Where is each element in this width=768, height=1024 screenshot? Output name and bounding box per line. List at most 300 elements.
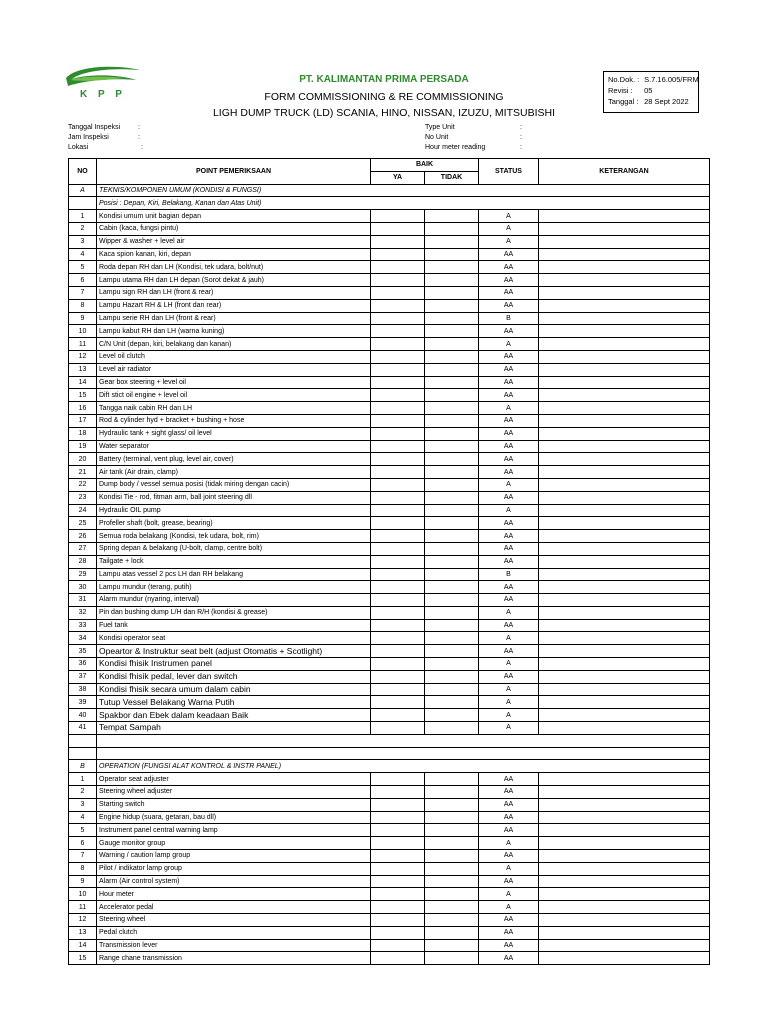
row-point: Starting switch bbox=[97, 798, 371, 811]
row-number: 1 bbox=[69, 210, 97, 223]
table-row bbox=[69, 786, 710, 799]
row-point: Lampu Hazart RH & LH (front dan rear) bbox=[97, 299, 371, 312]
checkbox-tidak[interactable] bbox=[425, 683, 479, 696]
table-row bbox=[69, 350, 710, 363]
checkbox-tidak[interactable] bbox=[425, 478, 479, 491]
row-point: Steering wheel adjuster bbox=[97, 786, 371, 799]
table-row bbox=[69, 504, 710, 517]
info-field[interactable]: Type Unit : bbox=[425, 124, 522, 131]
row-keterangan[interactable] bbox=[539, 389, 710, 402]
row-point: Rod & cylinder hyd + bracket + bushing + hose bbox=[97, 414, 371, 427]
section-position: Posisi : Depan, Kiri, Belakang, Kanan dan Atas Unit) bbox=[97, 197, 710, 210]
row-keterangan[interactable] bbox=[539, 632, 710, 645]
row-keterangan[interactable] bbox=[539, 517, 710, 530]
row-number: 6 bbox=[69, 837, 97, 850]
row-keterangan[interactable] bbox=[539, 222, 710, 235]
row-point: Opeartor & Instruktur seat belt (adjust Otomatis + Scotlight) bbox=[97, 645, 371, 658]
checkbox-tidak[interactable] bbox=[425, 338, 479, 351]
row-status: A bbox=[479, 478, 539, 491]
checkbox-ya[interactable] bbox=[371, 338, 425, 351]
checkbox-ya[interactable] bbox=[371, 466, 425, 479]
row-status: AA bbox=[479, 555, 539, 568]
checkbox-tidak[interactable] bbox=[425, 824, 479, 837]
row-keterangan[interactable] bbox=[539, 722, 710, 735]
checkbox-tidak[interactable] bbox=[425, 222, 479, 235]
checkbox-tidak[interactable] bbox=[425, 619, 479, 632]
checkbox-tidak[interactable] bbox=[425, 555, 479, 568]
checkbox-ya[interactable] bbox=[371, 363, 425, 376]
checkbox-tidak[interactable] bbox=[425, 504, 479, 517]
checkbox-tidak[interactable] bbox=[425, 658, 479, 671]
checkbox-tidak[interactable] bbox=[425, 670, 479, 683]
row-point: Dump body / vessel semua posisi (tidak miring dengan cacin) bbox=[97, 478, 371, 491]
table-row bbox=[69, 414, 710, 427]
checkbox-ya[interactable] bbox=[371, 299, 425, 312]
checkbox-ya[interactable] bbox=[371, 248, 425, 261]
row-keterangan[interactable] bbox=[539, 274, 710, 287]
info-field[interactable]: Lokasi : bbox=[68, 144, 143, 151]
row-point: Tailgate + lock bbox=[97, 555, 371, 568]
row-status: AA bbox=[479, 581, 539, 594]
row-keterangan[interactable] bbox=[539, 568, 710, 581]
row-keterangan[interactable] bbox=[539, 555, 710, 568]
row-keterangan[interactable] bbox=[539, 862, 710, 875]
row-point: Dift stict oil engine + level oil bbox=[97, 389, 371, 402]
checkbox-tidak[interactable] bbox=[425, 286, 479, 299]
row-status: AA bbox=[479, 299, 539, 312]
row-point: Semua roda belakang (Kondisi, tek udara, bolt, rim) bbox=[97, 530, 371, 543]
checkbox-tidak[interactable] bbox=[425, 517, 479, 530]
row-point: Lampu sign RH dan LH (front & rear) bbox=[97, 286, 371, 299]
row-point: Instrument panel central warning lamp bbox=[97, 824, 371, 837]
checkbox-tidak[interactable] bbox=[425, 248, 479, 261]
checkbox-tidak[interactable] bbox=[425, 350, 479, 363]
checkbox-tidak[interactable] bbox=[425, 875, 479, 888]
checkbox-tidak[interactable] bbox=[425, 210, 479, 223]
checkbox-ya[interactable] bbox=[371, 440, 425, 453]
row-point: Hydraulic tank + sight glass/ oil level bbox=[97, 427, 371, 440]
table-row bbox=[69, 376, 710, 389]
row-status: AA bbox=[479, 914, 539, 927]
row-keterangan[interactable] bbox=[539, 773, 710, 786]
checkbox-tidak[interactable] bbox=[425, 414, 479, 427]
row-keterangan[interactable] bbox=[539, 683, 710, 696]
row-point: Kondisi Tie - rod, fitman arm, ball joint steering dll bbox=[97, 491, 371, 504]
row-keterangan[interactable] bbox=[539, 594, 710, 607]
row-status: A bbox=[479, 402, 539, 415]
row-status: AA bbox=[479, 952, 539, 965]
row-point: Lampu serie RH dan LH (front & rear) bbox=[97, 312, 371, 325]
checkbox-ya[interactable] bbox=[371, 530, 425, 543]
checkbox-tidak[interactable] bbox=[425, 530, 479, 543]
row-keterangan[interactable] bbox=[539, 926, 710, 939]
row-number: 18 bbox=[69, 427, 97, 440]
table-row bbox=[69, 901, 710, 914]
checkbox-tidak[interactable] bbox=[425, 914, 479, 927]
row-keterangan[interactable] bbox=[539, 440, 710, 453]
checkbox-tidak[interactable] bbox=[425, 850, 479, 863]
checkbox-tidak[interactable] bbox=[425, 696, 479, 709]
checkbox-tidak[interactable] bbox=[425, 926, 479, 939]
checkbox-ya[interactable] bbox=[371, 824, 425, 837]
company-name: PT. KALIMANTAN PRIMA PERSADA bbox=[299, 74, 469, 85]
row-number: 21 bbox=[69, 466, 97, 479]
checkbox-ya[interactable] bbox=[371, 850, 425, 863]
row-point: Hour meter bbox=[97, 888, 371, 901]
checkbox-tidak[interactable] bbox=[425, 773, 479, 786]
info-field[interactable]: No Unit : bbox=[425, 134, 522, 141]
checkbox-ya[interactable] bbox=[371, 402, 425, 415]
row-number: 29 bbox=[69, 568, 97, 581]
row-status: A bbox=[479, 606, 539, 619]
row-status: A bbox=[479, 722, 539, 735]
row-keterangan[interactable] bbox=[539, 645, 710, 658]
row-keterangan[interactable] bbox=[539, 709, 710, 722]
blank-row bbox=[69, 747, 710, 760]
checkbox-tidak[interactable] bbox=[425, 862, 479, 875]
table-row bbox=[69, 606, 710, 619]
row-status: AA bbox=[479, 440, 539, 453]
checkbox-ya[interactable] bbox=[371, 376, 425, 389]
table-row bbox=[69, 222, 710, 235]
row-keterangan[interactable] bbox=[539, 914, 710, 927]
checkbox-tidak[interactable] bbox=[425, 837, 479, 850]
checkbox-tidak[interactable] bbox=[425, 888, 479, 901]
row-keterangan[interactable] bbox=[539, 581, 710, 594]
checkbox-ya[interactable] bbox=[371, 645, 425, 658]
row-number: 32 bbox=[69, 606, 97, 619]
row-keterangan[interactable] bbox=[539, 248, 710, 261]
row-point: Pedal clutch bbox=[97, 926, 371, 939]
checkbox-tidak[interactable] bbox=[425, 645, 479, 658]
checkbox-ya[interactable] bbox=[371, 210, 425, 223]
row-status: AA bbox=[479, 389, 539, 402]
row-point: Gauge monitor group bbox=[97, 837, 371, 850]
row-keterangan[interactable] bbox=[539, 670, 710, 683]
table-row bbox=[69, 478, 710, 491]
checkbox-ya[interactable] bbox=[371, 606, 425, 619]
row-keterangan[interactable] bbox=[539, 376, 710, 389]
checkbox-tidak[interactable] bbox=[425, 632, 479, 645]
row-keterangan[interactable] bbox=[539, 619, 710, 632]
row-status: AA bbox=[479, 274, 539, 287]
checkbox-ya[interactable] bbox=[371, 568, 425, 581]
table-row bbox=[69, 837, 710, 850]
row-keterangan[interactable] bbox=[539, 504, 710, 517]
row-keterangan[interactable] bbox=[539, 325, 710, 338]
row-keterangan[interactable] bbox=[539, 696, 710, 709]
row-point: Gear box steering + level oil bbox=[97, 376, 371, 389]
checkbox-ya[interactable] bbox=[371, 594, 425, 607]
section-header bbox=[69, 760, 710, 773]
checkbox-ya[interactable] bbox=[371, 939, 425, 952]
row-keterangan[interactable] bbox=[539, 338, 710, 351]
table-row bbox=[69, 402, 710, 415]
checkbox-tidak[interactable] bbox=[425, 952, 479, 965]
row-keterangan[interactable] bbox=[539, 491, 710, 504]
row-keterangan[interactable] bbox=[539, 261, 710, 274]
checkbox-ya[interactable] bbox=[371, 786, 425, 799]
doc-number-row: No.Dok. : S.7.16.005/FRM bbox=[608, 75, 699, 84]
checkbox-tidak[interactable] bbox=[425, 389, 479, 402]
checkbox-tidak[interactable] bbox=[425, 491, 479, 504]
checkbox-tidak[interactable] bbox=[425, 427, 479, 440]
checkbox-ya[interactable] bbox=[371, 632, 425, 645]
info-field[interactable]: Tanggal Inspeksi : bbox=[68, 124, 140, 131]
row-status: A bbox=[479, 709, 539, 722]
blank-row bbox=[69, 734, 710, 747]
checkbox-tidak[interactable] bbox=[425, 568, 479, 581]
checkbox-tidak[interactable] bbox=[425, 440, 479, 453]
checkbox-ya[interactable] bbox=[371, 773, 425, 786]
row-number: 10 bbox=[69, 888, 97, 901]
checkbox-ya[interactable] bbox=[371, 325, 425, 338]
row-point: Operator seat adjuster bbox=[97, 773, 371, 786]
checkbox-tidak[interactable] bbox=[425, 722, 479, 735]
row-status: A bbox=[479, 862, 539, 875]
row-status: AA bbox=[479, 811, 539, 824]
checkbox-tidak[interactable] bbox=[425, 581, 479, 594]
checkbox-ya[interactable] bbox=[371, 504, 425, 517]
row-point: C/N Unit (depan, kiri, belakang dan kanan) bbox=[97, 338, 371, 351]
row-status: AA bbox=[479, 325, 539, 338]
checkbox-tidak[interactable] bbox=[425, 325, 479, 338]
section-title: TEKNIS/KOMPONEN UMUM (KONDISI & FUNGSI) bbox=[97, 184, 710, 197]
checkbox-ya[interactable] bbox=[371, 619, 425, 632]
checkbox-ya[interactable] bbox=[371, 658, 425, 671]
checkbox-ya[interactable] bbox=[371, 235, 425, 248]
row-status: B bbox=[479, 568, 539, 581]
table-row bbox=[69, 632, 710, 645]
row-number: 4 bbox=[69, 248, 97, 261]
row-status: AA bbox=[479, 414, 539, 427]
row-keterangan[interactable] bbox=[539, 606, 710, 619]
checkbox-ya[interactable] bbox=[371, 811, 425, 824]
row-keterangan[interactable] bbox=[539, 402, 710, 415]
row-keterangan[interactable] bbox=[539, 811, 710, 824]
checkbox-tidak[interactable] bbox=[425, 939, 479, 952]
checkbox-ya[interactable] bbox=[371, 581, 425, 594]
row-number: 25 bbox=[69, 517, 97, 530]
row-keterangan[interactable] bbox=[539, 478, 710, 491]
row-point: Pin dan bushing dump L/H dan R/H (kondisi & grease) bbox=[97, 606, 371, 619]
checkbox-tidak[interactable] bbox=[425, 376, 479, 389]
checkbox-tidak[interactable] bbox=[425, 901, 479, 914]
row-point: Spakbor dan Ebek dalam keadaan Baik bbox=[97, 709, 371, 722]
form-title: FORM COMMISSIONING & RE COMMISSIONING bbox=[264, 91, 504, 103]
row-keterangan[interactable] bbox=[539, 824, 710, 837]
checkbox-tidak[interactable] bbox=[425, 709, 479, 722]
checkbox-tidak[interactable] bbox=[425, 594, 479, 607]
checkbox-tidak[interactable] bbox=[425, 798, 479, 811]
row-keterangan[interactable] bbox=[539, 453, 710, 466]
table-row bbox=[69, 312, 710, 325]
row-status: AA bbox=[479, 926, 539, 939]
row-status: AA bbox=[479, 286, 539, 299]
table-row bbox=[69, 530, 710, 543]
checkbox-ya[interactable] bbox=[371, 312, 425, 325]
row-status: AA bbox=[479, 427, 539, 440]
row-keterangan[interactable] bbox=[539, 414, 710, 427]
row-status: A bbox=[479, 888, 539, 901]
checkbox-ya[interactable] bbox=[371, 389, 425, 402]
checkbox-ya[interactable] bbox=[371, 914, 425, 927]
row-status: AA bbox=[479, 376, 539, 389]
row-number: 1 bbox=[69, 773, 97, 786]
checkbox-tidak[interactable] bbox=[425, 453, 479, 466]
row-point: Kondisi fhisik Instrumen panel bbox=[97, 658, 371, 671]
row-point: Level air radiator bbox=[97, 363, 371, 376]
checkbox-ya[interactable] bbox=[371, 286, 425, 299]
row-point: Spring depan & belakang (U-bolt, clamp, centre bolt) bbox=[97, 542, 371, 555]
checkbox-ya[interactable] bbox=[371, 261, 425, 274]
row-number: 34 bbox=[69, 632, 97, 645]
checkbox-tidak[interactable] bbox=[425, 786, 479, 799]
row-keterangan[interactable] bbox=[539, 286, 710, 299]
checkbox-ya[interactable] bbox=[371, 274, 425, 287]
row-point: Warning / caution lamp group bbox=[97, 850, 371, 863]
checkbox-ya[interactable] bbox=[371, 478, 425, 491]
checkbox-ya[interactable] bbox=[371, 696, 425, 709]
checkbox-ya[interactable] bbox=[371, 875, 425, 888]
checkbox-ya[interactable] bbox=[371, 453, 425, 466]
row-point: Transmission lever bbox=[97, 939, 371, 952]
checkbox-tidak[interactable] bbox=[425, 606, 479, 619]
row-number: 24 bbox=[69, 504, 97, 517]
row-keterangan[interactable] bbox=[539, 299, 710, 312]
checkbox-tidak[interactable] bbox=[425, 542, 479, 555]
checkbox-tidak[interactable] bbox=[425, 466, 479, 479]
checkbox-tidak[interactable] bbox=[425, 811, 479, 824]
checkbox-ya[interactable] bbox=[371, 427, 425, 440]
table-row bbox=[69, 939, 710, 952]
checkbox-ya[interactable] bbox=[371, 414, 425, 427]
checkbox-ya[interactable] bbox=[371, 862, 425, 875]
row-point: Engine hidup (suara, getaran, bau dll) bbox=[97, 811, 371, 824]
row-keterangan[interactable] bbox=[539, 888, 710, 901]
row-keterangan[interactable] bbox=[539, 901, 710, 914]
checkbox-ya[interactable] bbox=[371, 683, 425, 696]
table-row bbox=[69, 261, 710, 274]
row-status: AA bbox=[479, 542, 539, 555]
row-status: AA bbox=[479, 261, 539, 274]
checkbox-ya[interactable] bbox=[371, 555, 425, 568]
table-row bbox=[69, 888, 710, 901]
row-status: AA bbox=[479, 773, 539, 786]
checkbox-ya[interactable] bbox=[371, 798, 425, 811]
row-number: 5 bbox=[69, 261, 97, 274]
row-point: Kondisi fhisik secara umum dalam cabin bbox=[97, 683, 371, 696]
row-point: Tempat Sampah bbox=[97, 722, 371, 735]
row-keterangan[interactable] bbox=[539, 786, 710, 799]
doc-date-row: Tanggal : 28 Sept 2022 bbox=[608, 97, 689, 106]
section-header bbox=[69, 184, 710, 197]
section-a-body bbox=[69, 184, 710, 734]
checkbox-tidak[interactable] bbox=[425, 299, 479, 312]
checkbox-tidak[interactable] bbox=[425, 363, 479, 376]
checkbox-tidak[interactable] bbox=[425, 402, 479, 415]
row-keterangan[interactable] bbox=[539, 542, 710, 555]
row-number: 33 bbox=[69, 619, 97, 632]
checkbox-tidak[interactable] bbox=[425, 261, 479, 274]
checkbox-ya[interactable] bbox=[371, 709, 425, 722]
table-row bbox=[69, 811, 710, 824]
table-row bbox=[69, 581, 710, 594]
section-title: OPERATION (FUNGSI ALAT KONTROL & INSTR PANEL) bbox=[97, 760, 710, 773]
logo-text: K P P bbox=[80, 89, 126, 100]
checkbox-ya[interactable] bbox=[371, 901, 425, 914]
checkbox-tidak[interactable] bbox=[425, 235, 479, 248]
row-keterangan[interactable] bbox=[539, 939, 710, 952]
row-number: 35 bbox=[69, 645, 97, 658]
row-status: AA bbox=[479, 248, 539, 261]
row-number: 9 bbox=[69, 312, 97, 325]
checkbox-ya[interactable] bbox=[371, 837, 425, 850]
row-number: 7 bbox=[69, 286, 97, 299]
checkbox-ya[interactable] bbox=[371, 722, 425, 735]
row-keterangan[interactable] bbox=[539, 235, 710, 248]
checkbox-ya[interactable] bbox=[371, 350, 425, 363]
row-keterangan[interactable] bbox=[539, 837, 710, 850]
checkbox-ya[interactable] bbox=[371, 926, 425, 939]
row-keterangan[interactable] bbox=[539, 427, 710, 440]
section-code: A bbox=[69, 184, 97, 197]
row-keterangan[interactable] bbox=[539, 530, 710, 543]
checkbox-ya[interactable] bbox=[371, 222, 425, 235]
row-status: A bbox=[479, 210, 539, 223]
table-row bbox=[69, 325, 710, 338]
row-number: 10 bbox=[69, 325, 97, 338]
table-row bbox=[69, 683, 710, 696]
row-keterangan[interactable] bbox=[539, 350, 710, 363]
row-status: B bbox=[479, 312, 539, 325]
checkbox-tidak[interactable] bbox=[425, 312, 479, 325]
row-keterangan[interactable] bbox=[539, 798, 710, 811]
checkbox-tidak[interactable] bbox=[425, 274, 479, 287]
row-number: 12 bbox=[69, 350, 97, 363]
checkbox-ya[interactable] bbox=[371, 670, 425, 683]
checkbox-ya[interactable] bbox=[371, 542, 425, 555]
row-keterangan[interactable] bbox=[539, 850, 710, 863]
row-keterangan[interactable] bbox=[539, 312, 710, 325]
checkbox-ya[interactable] bbox=[371, 888, 425, 901]
checkbox-ya[interactable] bbox=[371, 491, 425, 504]
row-point: Kondisi fhisik pedal, lever dan switch bbox=[97, 670, 371, 683]
row-keterangan[interactable] bbox=[539, 363, 710, 376]
info-field[interactable]: Jam Inspeksi : bbox=[68, 134, 140, 141]
table-row bbox=[69, 542, 710, 555]
info-field[interactable]: Hour meter reading : bbox=[425, 144, 522, 151]
row-number: 31 bbox=[69, 594, 97, 607]
row-keterangan[interactable] bbox=[539, 875, 710, 888]
row-status: AA bbox=[479, 850, 539, 863]
row-keterangan[interactable] bbox=[539, 210, 710, 223]
table-row bbox=[69, 286, 710, 299]
row-number: 6 bbox=[69, 274, 97, 287]
checkbox-ya[interactable] bbox=[371, 517, 425, 530]
row-point: Lampu utama RH dan LH depan (Sorot dekat & jauh) bbox=[97, 274, 371, 287]
table-row bbox=[69, 862, 710, 875]
row-status: A bbox=[479, 222, 539, 235]
row-point: Lampu kabut RH dan LH (warna kuning) bbox=[97, 325, 371, 338]
checkbox-ya[interactable] bbox=[371, 952, 425, 965]
header-baik: BAIK bbox=[371, 159, 479, 172]
row-keterangan[interactable] bbox=[539, 658, 710, 671]
row-keterangan[interactable] bbox=[539, 952, 710, 965]
row-keterangan[interactable] bbox=[539, 466, 710, 479]
table-row bbox=[69, 517, 710, 530]
row-number: 27 bbox=[69, 542, 97, 555]
